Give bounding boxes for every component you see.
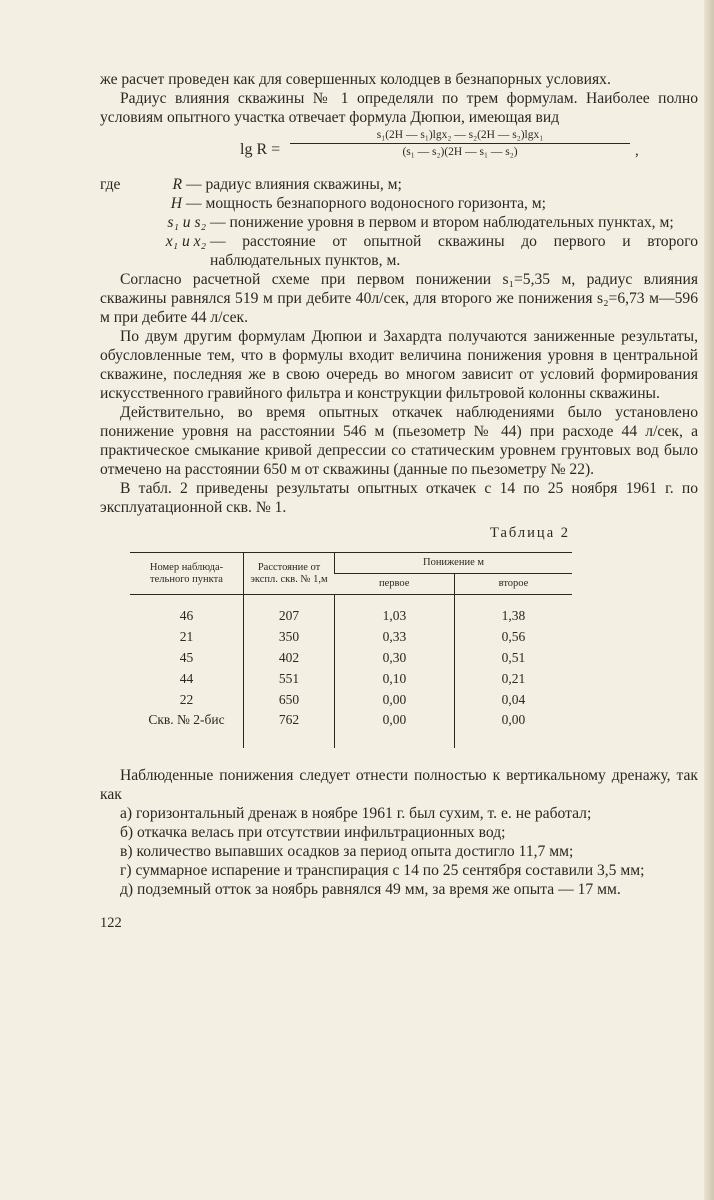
paragraph-4: По двум другим формулам Дюпюи и Захардта получаются заниженные результаты, обусловленные тем, что в формулы входит величина понижения уровня в центральной скважине, последняя же в свою очередь во многом зависит от условий формирования искусственного гравийного фильтра и конструкции фильтровой колонны скважины.	[100, 328, 698, 402]
table-cell: 0,00	[335, 689, 455, 710]
paragraph-7: Наблюденные понижения следует отнести полностью к вертикальному дренажу, так как	[100, 767, 698, 803]
list-item: г) суммарное испарение и транспирация с 14 по 25 сентября составили 3,5 мм;	[120, 862, 645, 879]
list-item: в) количество выпавших осадков за период опыта достигло 11,7 мм;	[120, 843, 574, 860]
paragraph-1: же расчет проведен как для совершенных колодцев в безнапорных условиях.	[100, 71, 611, 88]
table-cell: 0,30	[335, 647, 455, 668]
table-cell: Скв. № 2-бис	[148, 712, 225, 727]
definition-symbol: H	[170, 195, 182, 212]
definition-symbol: s₁ и s₂	[167, 214, 206, 231]
table-cell: 21	[179, 628, 194, 644]
definition-lead	[100, 213, 144, 232]
paragraph-5: Действительно, во время опытных откачек наблюдениями было установлено понижение уровня на расстоянии 546 м (пьезометр № 44) при расходе 44 л/сек, а практическое смыкание кривой депрессии со статическим уровнем грунтовых вод было отмечено на расстоянии 650 м от скважины (данные по пьезометру № 22).	[100, 404, 698, 478]
formula-numerator: s₁(2H — s₁)lgx₂ — s₂(2H — s₂)lgx₁	[290, 129, 630, 144]
table-cell: 551	[244, 668, 335, 689]
table-cell: 762	[244, 710, 335, 748]
reasons-list	[100, 804, 698, 899]
paragraph-2: Радиус влияния скважины № 1 определяли по трем формулам. Наиболее полно условиям опытного участка отвечает формула Дюпюи, имеющая вид	[100, 90, 698, 126]
table-cell: 0,04	[454, 689, 572, 710]
table-row	[130, 668, 572, 689]
table-cell: 22	[179, 691, 194, 707]
definition-row	[100, 213, 698, 232]
table-cell: 0,10	[335, 668, 455, 689]
list-item: д) подземный отток за ноябрь равнялся 49 мм, за время же опыта — 17 мм.	[120, 881, 621, 898]
table-cell: 350	[244, 626, 335, 647]
table-cell: 0,56	[454, 626, 572, 647]
header-second: второе	[454, 574, 572, 595]
definition-text: — радиус влияния скважины, м;	[186, 176, 402, 193]
table-cell: 650	[244, 689, 335, 710]
definition-row	[100, 194, 698, 213]
definition-row	[100, 175, 698, 194]
page-edge	[704, 0, 714, 1200]
table-row	[130, 710, 572, 748]
list-item: а) горизонтальный дренаж в ноябре 1961 г. был сухим, т. е. не работал;	[120, 805, 592, 822]
paragraph-3: Согласно расчетной схеме при первом понижении s₁=5,35 м, радиус влияния скважины равнялся 519 м при дебите 40л/сек, для второго же понижения s₂=6,73 м—596 м при дебите 44 л/сек.	[100, 271, 698, 326]
table-row	[130, 595, 572, 627]
table-cell: 44	[179, 670, 194, 686]
table-caption: Таблица 2	[489, 525, 570, 541]
table-cell: 0,00	[335, 710, 455, 748]
table-cell: 402	[244, 647, 335, 668]
definition-text: — расстояние от опытной скважины до первого и второго наблюдательных пунктов, м.	[210, 233, 698, 269]
header-distance: Расстояние от экспл. скв. № 1,м	[244, 553, 335, 595]
table-row	[130, 647, 572, 668]
definition-symbol: R	[172, 176, 182, 193]
table-cell: 207	[244, 595, 335, 627]
definition-lead: где	[100, 176, 121, 193]
table-row	[130, 689, 572, 710]
table-cell: 45	[179, 649, 194, 665]
formula-fraction	[290, 129, 630, 158]
formula-comma: ,	[635, 143, 639, 159]
table-cell: 0,00	[454, 710, 572, 748]
page-number: 122	[100, 915, 122, 931]
definition-symbol: x₁ и x₂	[165, 233, 206, 250]
dupuit-formula	[100, 129, 698, 169]
definition-text: — мощность безнапорного водоносного горизонта, м;	[186, 195, 546, 212]
definition-text: — понижение уровня в первом и втором наблюдательных пунктах, м;	[210, 214, 674, 231]
table-cell: 0,21	[454, 668, 572, 689]
list-item: б) откачка велась при отсутствии инфильтрационных вод;	[120, 824, 506, 841]
table-cell: 1,03	[335, 595, 455, 627]
header-first: первое	[335, 574, 455, 595]
formula-denominator: (s₁ — s₂)(2H — s₁ — s₂)	[402, 146, 518, 158]
definition-lead	[100, 232, 144, 270]
table-cell: 0,51	[454, 647, 572, 668]
definitions	[100, 175, 698, 270]
definition-lead	[100, 194, 144, 213]
header-point: Номер наблюда-тельного пункта	[130, 553, 244, 595]
header-drawdown: Понижение м	[335, 553, 573, 574]
table-cell: 46	[179, 607, 194, 623]
formula-lhs: lg R =	[240, 141, 281, 158]
paragraph-6: В табл. 2 приведены результаты опытных откачек с 14 по 25 ноября 1961 г. по эксплуатационной скв. № 1.	[100, 480, 698, 516]
table-row	[130, 626, 572, 647]
book-page	[100, 70, 698, 932]
table-cell: 0,33	[335, 626, 455, 647]
table-2	[130, 552, 572, 748]
table-cell: 1,38	[454, 595, 572, 627]
definition-row	[100, 232, 698, 270]
